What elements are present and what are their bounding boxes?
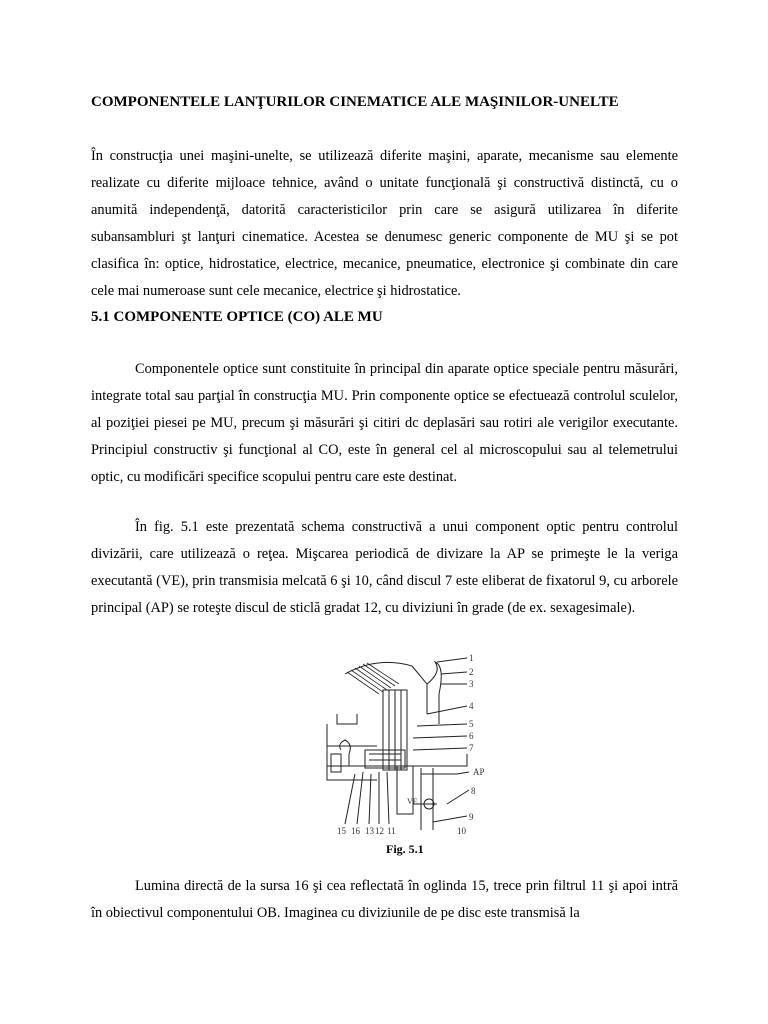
figure-label-11: 11 <box>387 826 396 836</box>
figure-label-16: 16 <box>351 826 360 836</box>
figure-caption: Fig. 5.1 <box>386 842 424 856</box>
paragraph-light-path: Lumina directă de la sursa 16 şi cea reflectată în oglinda 15, trece prin filtrul 11 şi apoi intră în obiectivul componentului OB. Imaginea cu diviziunile de pe disc este transmisă la <box>91 878 678 921</box>
figure-label-ap: AP <box>473 767 485 777</box>
figure-5-1-diagram <box>317 654 497 864</box>
figure-label-4: 4 <box>469 701 474 711</box>
figure-label-15: 15 <box>337 826 346 836</box>
figure-label-5: 5 <box>469 719 474 729</box>
intro-paragraph: În construcţia unei maşini-unelte, se utilizează diferite maşini, aparate, mecanisme sau elemente realizate cu diferite mijloace tehnice, având o unitate funcţională şi constructivă distinctă, cu o anumită independenţă, datorită caracteristicilor prin care se asigură utilizarea în diferite subansambluri şt lanţuri cinematice. Acestea se denumesc generic componente de MU şi se pot clasifica în: optice, hidrostatice, electrice, mecanice, pneumatice, electronice şi combinate din care cele mai numeroase sunt cele mecanice, electrice şi hidrostatice. <box>91 148 678 299</box>
figure-label-10: 10 <box>457 826 466 836</box>
figure-label-7: 7 <box>469 743 474 753</box>
paragraph-optical-components: Componentele optice sunt constituite în principal din aparate optice speciale pentru măsurări, integrate total sau parţial în construcţia MU. Prin componente optice se efectuează controlul sculelor, al poziţiei piesei pe MU, precum şi măsurări şi citiri dc deplasări sau rotiri ale verigilor executante. Principiul constructiv şi funcţional al CO, este în general cel al microscopului sau al telemetrului optic, cu modificări specifice scopului pentru care este destinat. <box>91 361 678 485</box>
document-title: COMPONENTELE LANŢURILOR CINEMATICE ALE MAŞINILOR-UNELTE <box>91 94 619 110</box>
figure-label-6: 6 <box>469 731 474 741</box>
paragraph-figure-description: În fig. 5.1 este prezentată schema constructivă a unui component optic pentru controlul divizării, care utilizează o reţea. Mişcarea periodică de divizare la AP se primeşte le la veriga executantă (VE), prin transmisia melcată 6 şi 10, când discul 7 este eliberat de fixatorul 9, cu arborele principal (AP) se roteşte discul de sticlă gradat 12, cu diviziuni în grade (de ex. sexagesimale). <box>91 519 678 616</box>
figure-label-13: 13 <box>365 826 374 836</box>
figure-label-12: 12 <box>375 826 384 836</box>
section-heading: 5.1 COMPONENTE OPTICE (CO) ALE MU <box>91 309 383 325</box>
figure-label-9: 9 <box>469 812 474 822</box>
figure-label-ve: VE <box>407 797 418 806</box>
figure-label-2: 2 <box>469 667 474 677</box>
figure-label-1: 1 <box>469 654 474 663</box>
figure-label-3: 3 <box>469 679 474 689</box>
figure-label-8: 8 <box>471 786 476 796</box>
